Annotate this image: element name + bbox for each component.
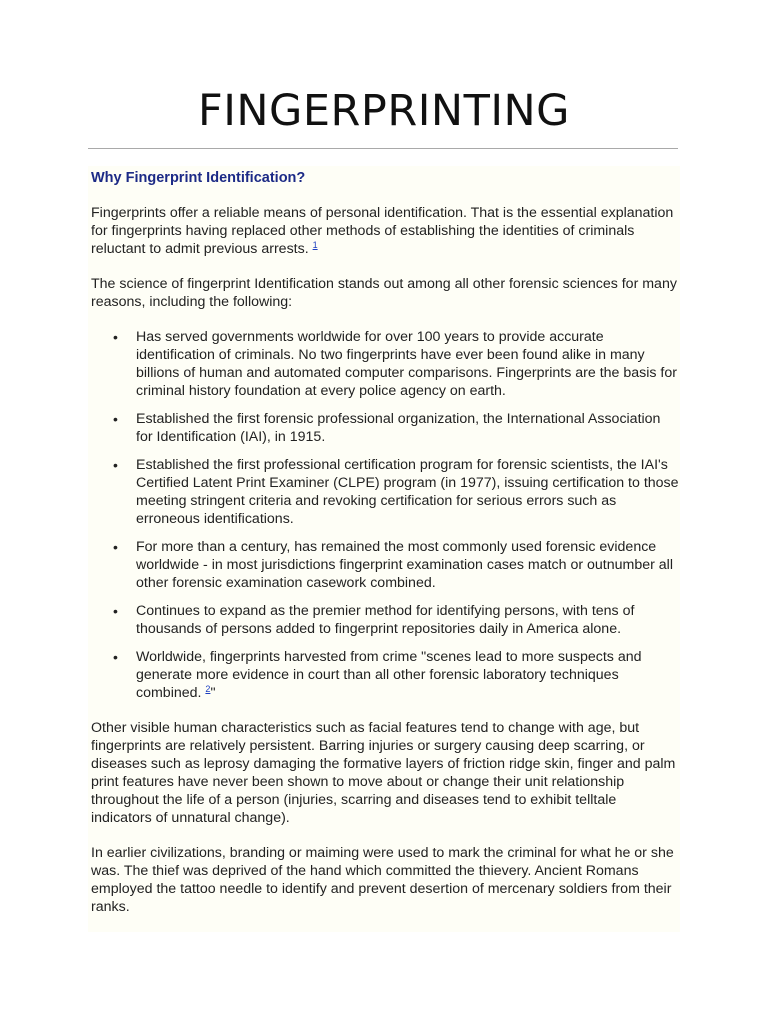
list-item: • Continues to expand as the premier method for identifying persons, with tens of thousands of persons added to fingerprint repositories daily in America alone.: [136, 602, 679, 638]
list-item: • Has served governments worldwide for over 100 years to provide accurate identification of criminals. No two fingerprints have ever been found alike in many billions of human and automated computer comparisons. Fingerprints are the basis for criminal history foundation at every police agency on earth.: [136, 328, 679, 400]
list-item: • For more than a century, has remained the most commonly used forensic evidence worldwide - in most jurisdictions fingerprint examination cases match or outnumber all other forensic examination casework combined.: [136, 538, 679, 592]
list-item: • Established the first professional certification program for forensic scientists, the IAI's Certified Latent Print Examiner (CLPE) program (in 1977), issuing certification to those meeting stringent criteria and revoking certification for serious errors such as erroneous identifications.: [136, 456, 679, 528]
closing-quote: ": [210, 685, 216, 701]
intro-paragraph: [91, 204, 679, 258]
article-body: [91, 166, 679, 933]
footnote-link-1[interactable]: 1: [312, 240, 318, 250]
intro-paragraph-text: Fingerprints offer a reliable means of personal identification. That is the essential explanation for fingerprints having replaced other methods of establishing the identities of criminals reluctant to admit previous arrests.: [91, 205, 674, 257]
reasons-list: [91, 328, 679, 702]
document-title: FINGERPRINTING: [197, 86, 571, 136]
section-heading: Why Fingerprint Identification?: [91, 170, 306, 186]
list-item: • Established the first forensic professional organization, the International Association for Identification (IAI), in 1915.: [136, 410, 679, 446]
title-divider: [88, 148, 678, 149]
list-item: [136, 648, 679, 702]
reasons-paragraph: The science of fingerprint Identification stands out among all other forensic sciences for many reasons, including the following:: [91, 276, 677, 310]
history-paragraph: In earlier civilizations, branding or maiming were used to mark the criminal for what he or she was. The thief was deprived of the hand which committed the thievery. Ancient Romans employed the tattoo needle to identify and prevent desertion of mercenary soldiers from their ranks.: [91, 845, 674, 915]
list-item-text: Worldwide, fingerprints harvested from crime "scenes lead to more suspects and generate more evidence in court than all other forensic laboratory techniques combined.: [136, 649, 642, 701]
persistence-paragraph: Other visible human characteristics such as facial features tend to change with age, but fingerprints are relatively persistent. Barring injuries or surgery causing deep scarring, or diseases such as leprosy damaging the formative layers of friction ridge skin, finger and palm print features have never been shown to move about or change their unit relationship throughout the life of a person (injuries, scarring and diseases tend to exhibit telltale indicators of unnatural change).: [91, 720, 676, 826]
footnote-link-2[interactable]: 2: [205, 684, 211, 694]
